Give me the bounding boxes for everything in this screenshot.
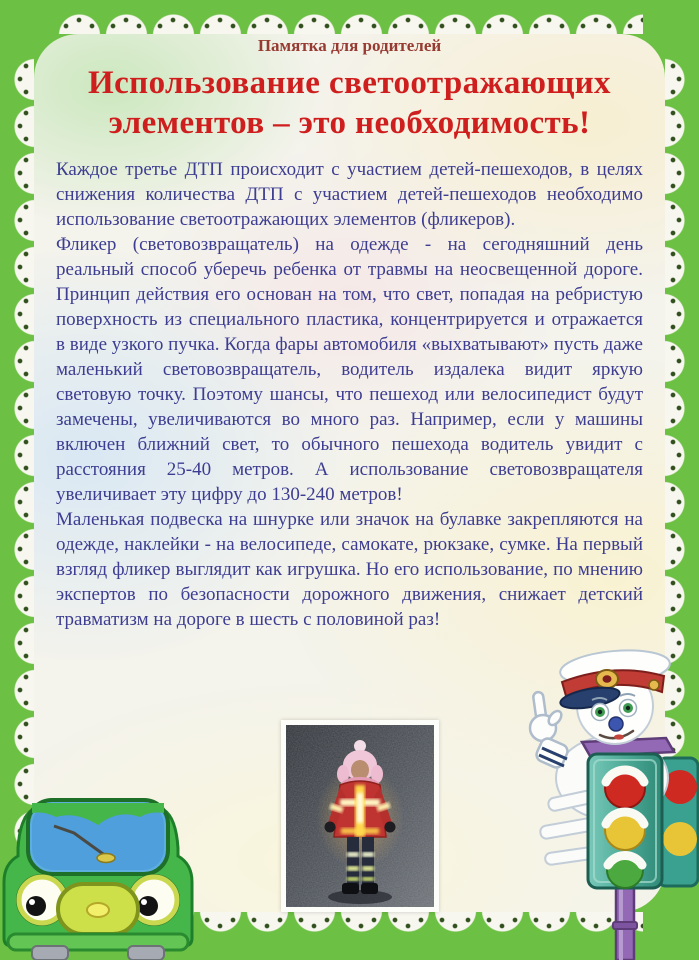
scallop-border-top [56, 14, 643, 34]
header-label: Памятка для родителей [257, 36, 442, 55]
text-area [34, 34, 665, 632]
body-paragraph: Каждое третье ДТП происходит с участием детей-пешеходов, в целях снижения количества ДТП с участием детей-пешеходов необходимо использование светоотражающих элементов (фликеров). [56, 159, 643, 230]
cartoon-car-illustration [2, 786, 194, 960]
scallop-border-left [14, 56, 34, 884]
body-text [56, 157, 643, 632]
body-paragraph: Фликер (световозвращатель) на одежде - на сегодняшний день реальный способ уберечь ребенка от травмы на неосвещенной дороге. Принцип действия его основан на том, что свет, попадая на ребристую поверхность из специального пластика, концентрируется и отражается в виде узкого пучка. Когда фары автомобиля «выхватывают» пусть даже маленький световозвращатель, водитель издалека видит яркую световую точку. Поэтому шансы, что пешеход или велосипедист будут замечены, увеличиваются во много раз. Например, если у машины включен ближний свет, то обычного пешехода водитель увидит с расстояния 25-40 метров. А использование световозвращателя увеличивает эту цифру до 130-240 метров! [56, 234, 643, 505]
snowman-traffic-light-illustration [512, 646, 699, 960]
reflective-child-photo [281, 720, 439, 912]
body-paragraph: Маленькая подвеска на шнурке или значок на булавке закрепляются на одежде, наклейки - на велосипеде, самокате, рюкзаке, сумке. На первый взгляд фликер выглядит как игрушка. Но его использование, по мнению экспертов по безопасности дорожного движения, снижает детский травматизм на дороге в шесть с половиной раз! [56, 509, 643, 630]
page-title: Использование светоотражающих элементов – это необходимость! [88, 65, 611, 141]
